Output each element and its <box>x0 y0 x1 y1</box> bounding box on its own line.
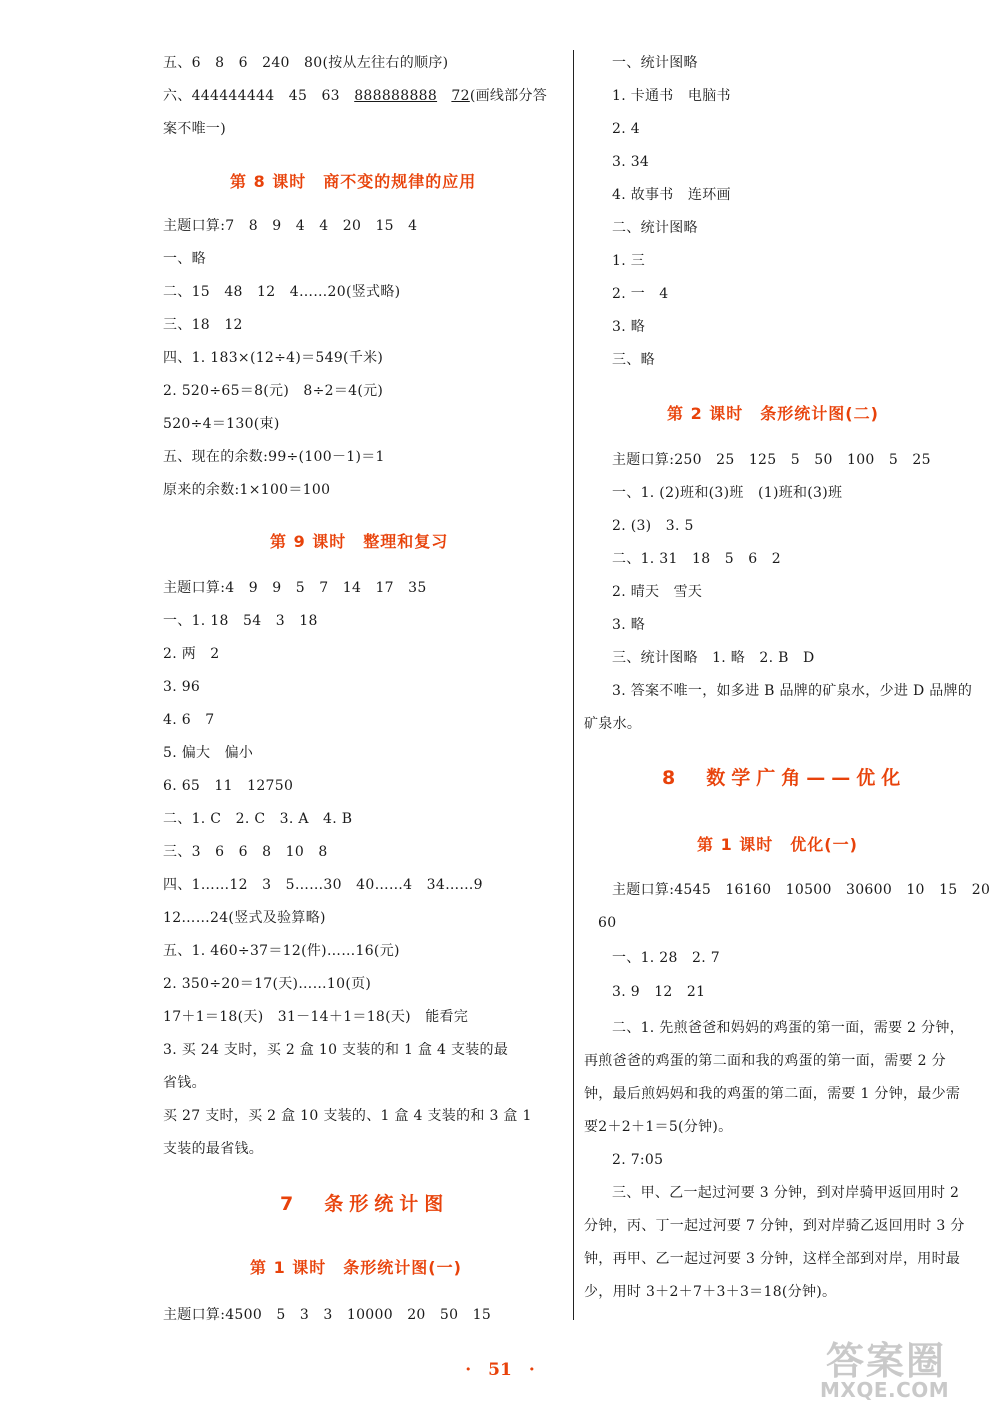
answer-line: 3. 34 <box>612 154 650 170</box>
chapter-heading: 8 数学广角——优化 <box>662 767 907 789</box>
answer-line: 6. 65 11 12750 <box>163 778 294 794</box>
answer-line: 买 27 支时，买 2 盒 10 支装的、1 盒 4 支装的和 3 盒 1 <box>163 1108 532 1124</box>
answer-line: 二、统计图略 <box>612 220 698 236</box>
lesson-heading: 第 2 课时 条形统计图(二) <box>667 404 879 423</box>
answer-line: 四、1. 183×(12÷4)＝549(千米) <box>163 350 384 366</box>
answer-line: 三、统计图略 1. 略 2. B D <box>612 650 815 666</box>
answer-line: 17＋1＝18(天) 31－14＋1＝18(天) 能看完 <box>163 1009 469 1025</box>
lesson-heading: 第 1 课时 优化(一) <box>697 835 858 854</box>
answer-line: 三、略 <box>612 352 655 368</box>
answer-line: 一、1. 18 54 3 18 <box>163 613 318 629</box>
column-divider <box>573 50 574 1320</box>
answer-line: 要2＋2＋1＝5(分钟)。 <box>584 1119 733 1135</box>
answer-line: 二、1. C 2. C 3. A 4. B <box>163 811 353 827</box>
page-number: · 51 · <box>465 1360 535 1380</box>
answer-line: 4. 6 7 <box>163 712 215 728</box>
answer-line: 五、6 8 6 240 80(按从左往右的顺序) <box>163 55 449 71</box>
answer-line: 主题口算:250 25 125 5 50 100 5 25 <box>612 452 931 468</box>
answer-line: 2. 350÷20＝17(天)……10(页) <box>163 976 372 992</box>
answer-line: 二、15 48 12 4……20(竖式略) <box>163 284 401 300</box>
answer-line: 三、18 12 <box>163 317 243 333</box>
answer-line: 60 <box>598 915 617 931</box>
watermark-text: 答案圈 <box>826 1339 947 1383</box>
answer-line: 一、1. 28 2. 7 <box>612 950 720 966</box>
answer-line: 少，用时 3＋2＋7＋3＋3＝18(分钟)。 <box>584 1284 837 1300</box>
answer-line: 3. 买 24 支时，买 2 盒 10 支装的和 1 盒 4 支装的最 <box>163 1042 509 1058</box>
answer-line: 钟，最后煎妈妈和我的鸡蛋的第二面，需要 1 分钟，最少需 <box>584 1086 961 1102</box>
answer-line: 主题口算:4500 5 3 3 10000 20 50 15 <box>163 1307 492 1323</box>
answer-line: 主题口算:7 8 9 4 4 20 15 4 <box>163 218 418 234</box>
answer-line: 2. 两 2 <box>163 646 220 662</box>
answer-line: 2. 7:05 <box>612 1152 664 1168</box>
answer-line: 5. 偏大 偏小 <box>163 745 254 761</box>
answer-line: 4. 故事书 连环画 <box>612 187 731 203</box>
answer-line: 省钱。 <box>163 1075 206 1091</box>
answer-line: 四、1……12 3 5……30 40……4 34……9 <box>163 877 483 893</box>
answer-line: 3. 9 12 21 <box>612 984 706 1000</box>
answer-line: 1. 三 <box>612 253 646 269</box>
answer-line: 2. 4 <box>612 121 640 137</box>
answer-line: 五、1. 460÷37＝12(件)……16(元) <box>163 943 400 959</box>
answer-line: 3. 96 <box>163 679 201 695</box>
answer-line: 矿泉水。 <box>584 716 642 732</box>
answer-line: 五、现在的余数:99÷(100－1)＝1 <box>163 449 385 465</box>
answer-line: 二、1. 先煎爸爸和妈妈的鸡蛋的第一面，需要 2 分钟， <box>612 1020 965 1036</box>
answer-line: 二、1. 31 18 5 6 2 <box>612 551 781 567</box>
answer-line: 一、略 <box>163 251 206 267</box>
answer-line: 分钟，丙、丁一起过河要 7 分钟，到对岸骑乙返回用时 3 分 <box>584 1218 965 1234</box>
answer-line: 一、统计图略 <box>612 55 698 71</box>
answer-line: 520÷4＝130(束) <box>163 416 280 432</box>
watermark-logo <box>818 1330 988 1405</box>
answer-line: 主题口算:4 9 9 5 7 14 17 35 <box>163 580 427 596</box>
answer-line: 三、3 6 6 8 10 8 <box>163 844 328 860</box>
answer-line: 3. 略 <box>612 617 646 633</box>
answer-line: 1. 卡通书 电脑书 <box>612 88 731 104</box>
answer-line: 钟，再甲、乙一起过河要 3 分钟，这样全部到对岸，用时最 <box>584 1251 961 1267</box>
answer-line: 原来的余数:1×100＝100 <box>163 482 331 498</box>
answer-line: 3. 略 <box>612 319 646 335</box>
watermark-url: MXQE.COM <box>820 1378 950 1402</box>
underlined-answer: 888888888 <box>354 88 438 104</box>
answer-line: 支装的最省钱。 <box>163 1141 264 1157</box>
lesson-heading: 第 9 课时 整理和复习 <box>270 532 449 551</box>
answer-line: 案不唯一) <box>163 121 226 137</box>
answer-line: 再煎爸爸的鸡蛋的第二面和我的鸡蛋的第一面，需要 2 分 <box>584 1053 946 1069</box>
answer-line: 2. (3) 3. 5 <box>612 518 694 534</box>
answer-line: 2. 一 4 <box>612 286 669 302</box>
lesson-heading: 第 1 课时 条形统计图(一) <box>250 1258 462 1277</box>
answer-line: 3. 答案不唯一，如多进 B 品牌的矿泉水，少进 D 品牌的 <box>612 683 973 699</box>
chapter-heading: 7 条形统计图 <box>280 1193 450 1215</box>
lesson-heading: 第 8 课时 商不变的规律的应用 <box>230 172 477 191</box>
underlined-answer: 72 <box>451 88 470 104</box>
answer-line: 主题口算:4545 16160 10500 30600 10 15 20 <box>612 882 991 898</box>
answer-line: 2. 520÷65＝8(元) 8÷2＝4(元) <box>163 383 384 399</box>
answer-line: 12……24(竖式及验算略) <box>163 910 326 926</box>
answer-line: 三、甲、乙一起过河要 3 分钟，到对岸骑甲返回用时 2 <box>612 1185 960 1201</box>
answer-line: 2. 晴天 雪天 <box>612 584 703 600</box>
answer-line: 一、1. (2)班和(3)班 (1)班和(3)班 <box>612 485 843 501</box>
answer-line: 六、444444444 45 63 888888888 72(画线部分答 <box>163 88 548 104</box>
